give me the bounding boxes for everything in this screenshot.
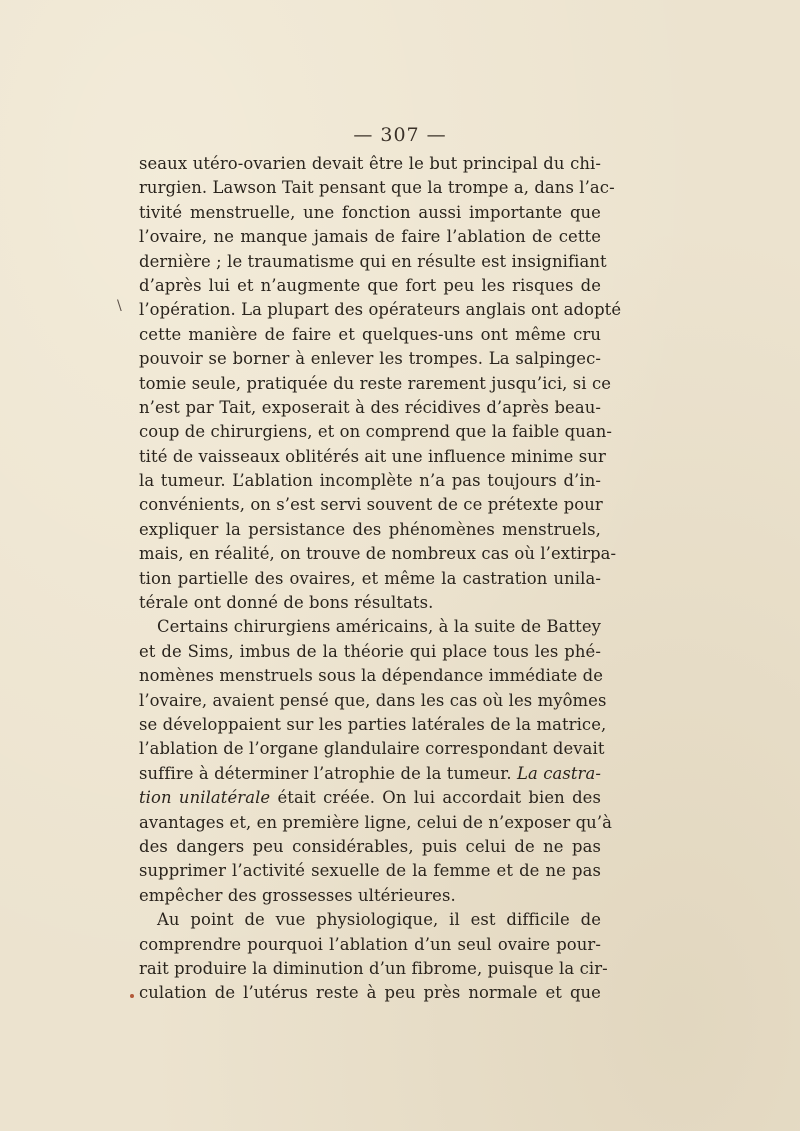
text-line: l’ovaire, avaient pensé que, dans les cas où les myômes	[139, 690, 607, 710]
text-line: tité de vaisseaux oblitérés ait une influence minime sur	[139, 446, 606, 466]
text-line: térale ont donné de bons résultats.	[139, 593, 434, 613]
text-line: tion partielle des ovaires, et même la castration unila-	[139, 568, 601, 588]
margin-annotation: \	[117, 298, 122, 314]
text-line: coup de chirurgiens, et on comprend que la faible quan-	[139, 422, 613, 442]
text-line: Certains chirurgiens américains, à la suite de Battey	[157, 617, 601, 637]
text-line: l’ablation de l’organe glandulaire correspondant devait	[139, 739, 605, 759]
text-line: n’est par Tait, exposerait à des récidives d’après beau-	[139, 397, 601, 417]
text-line: se développaient sur les parties latérales de la matrice,	[139, 714, 607, 734]
text-line: cette manière de faire et quelques-uns ont même cru	[139, 324, 601, 344]
text-line: l’opération. La plupart des opérateurs anglais ont adopté	[139, 300, 622, 320]
text-line: culation de l’utérus reste à peu près normale et que	[139, 983, 601, 1003]
text-line	[139, 762, 601, 786]
text-line: l’ovaire, ne manque jamais de faire l’ablation de cette	[139, 227, 601, 247]
text-line: des dangers peu considérables, puis celui de ne pas	[139, 836, 601, 856]
text-line	[139, 786, 601, 810]
text-line: pouvoir se borner à enlever les trompes. La salpingec-	[139, 349, 601, 369]
text-line: empêcher des grossesses ultérieures.	[139, 885, 456, 905]
italic-term: tion unilatérale	[139, 788, 271, 808]
text-line: seaux utéro-ovarien devait être le but principal du chi-	[139, 154, 601, 173]
text-line: d’après lui et n’augmente que fort peu les risques de	[139, 275, 601, 295]
text-line: mais, en réalité, on trouve de nombreux cas où l’extirpa-	[139, 544, 617, 564]
text-line: convénients, on s’est servi souvent de ce prétexte pour	[139, 495, 603, 515]
italic-term: La castra-	[517, 763, 602, 783]
text-line: rurgien. Lawson Tait pensant que la trompe a, dans l’ac-	[139, 178, 615, 198]
text-line: dernière ; le traumatisme qui en résulte est insignifiant	[139, 251, 607, 271]
text-segment: était créée. On lui accordait bien des	[277, 788, 601, 808]
text-line: nomènes menstruels sous la dépendance immédiate de	[139, 666, 604, 686]
text-line: Au point de vue physiologique, il est difficile de	[157, 910, 601, 930]
text-line: comprendre pourquoi l’ablation d’un seul ovaire pour-	[139, 934, 601, 954]
ink-speck	[130, 994, 134, 998]
text-line: tivité menstruelle, une fonction aussi importante que	[139, 202, 601, 222]
text-line: avantages et, en première ligne, celui de n’exposer qu’à	[139, 812, 613, 832]
text-line: expliquer la persistance des phénomènes menstruels,	[139, 519, 601, 539]
text-line: rait produire la diminution d’un fibrome, puisque la cir-	[139, 958, 608, 978]
body-text	[139, 152, 622, 1006]
text-line: la tumeur. L’ablation incomplète n’a pas toujours d’in-	[139, 471, 601, 491]
text-segment: suffire à déterminer l’atrophie de la tumeur.	[139, 763, 512, 783]
text-line: et de Sims, imbus de la théorie qui place tous les phé-	[139, 641, 601, 661]
page-number: — 307 —	[353, 124, 447, 146]
text-line: supprimer l’activité sexuelle de la femme et de ne pas	[139, 861, 601, 881]
text-line: tomie seule, pratiquée du reste rarement jusqu’ici, si ce	[139, 373, 612, 393]
